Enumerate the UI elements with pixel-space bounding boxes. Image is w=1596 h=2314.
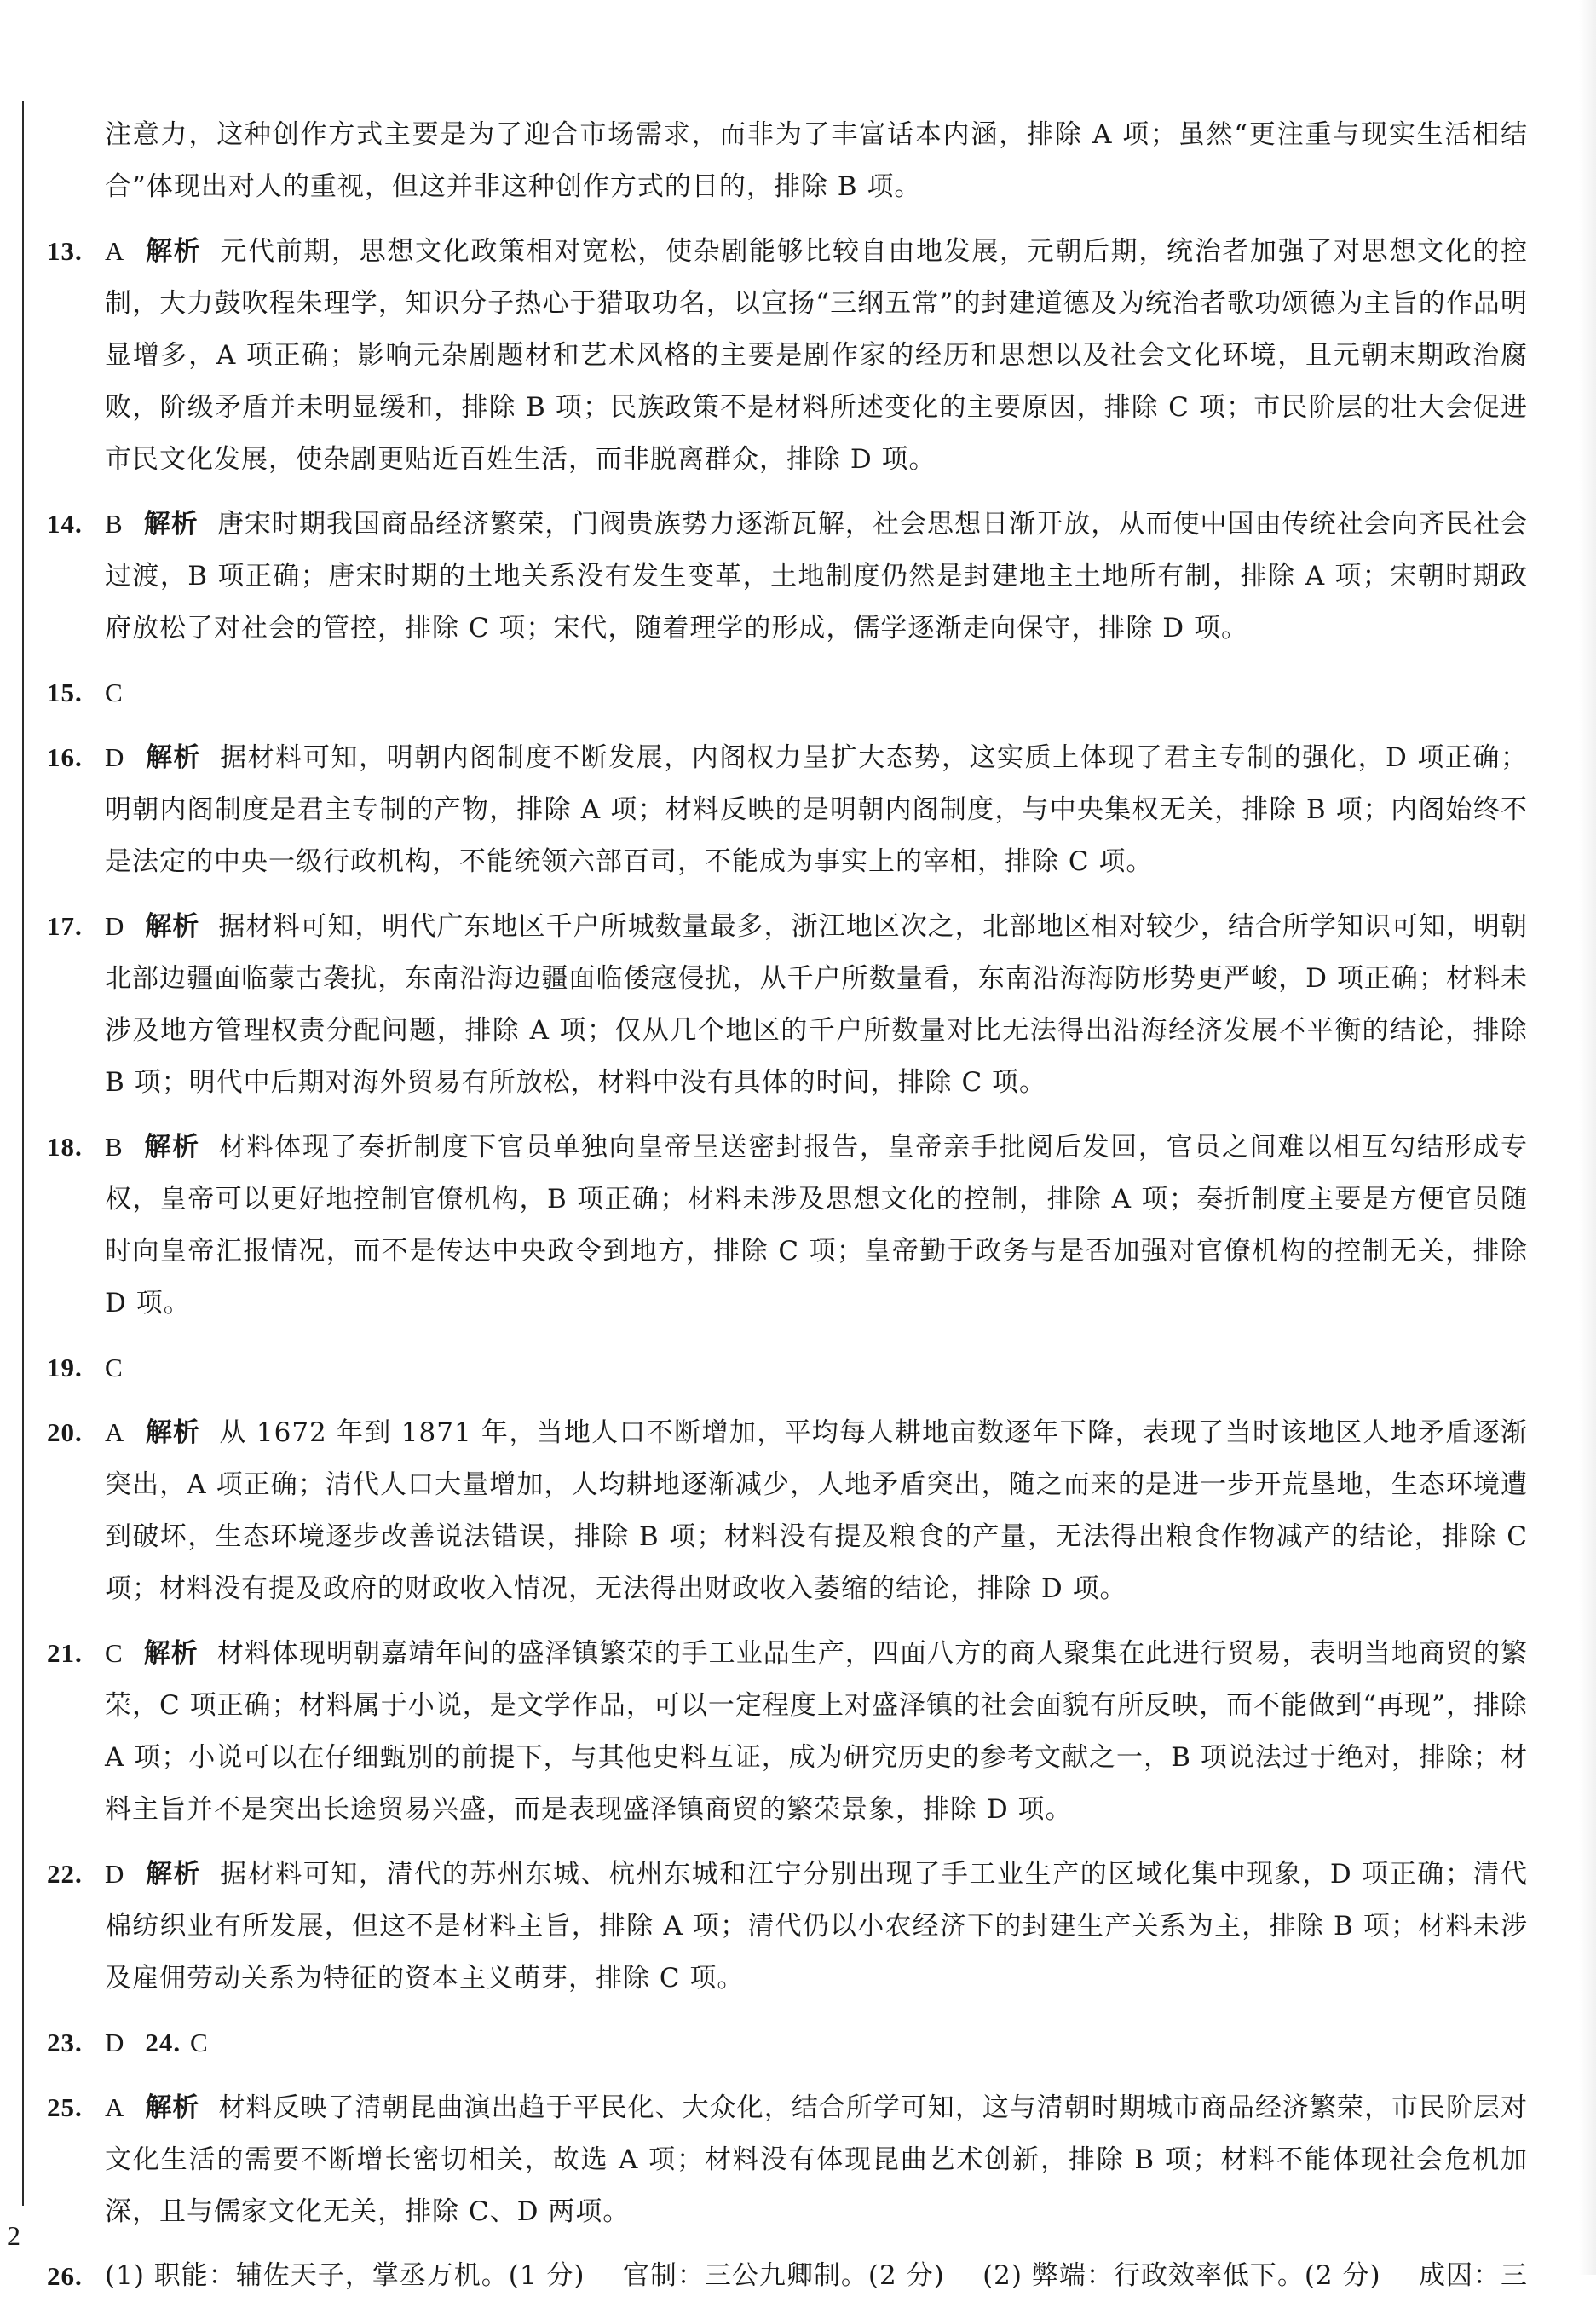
question-number: 18. xyxy=(47,1132,83,1162)
answer-26-part3: (2) 弊端：行政效率低下。(2 分) xyxy=(982,2260,1381,2291)
answer-26-part4: 成因：三 xyxy=(1419,2260,1528,2291)
analysis-text: 从 1672 年到 1871 年，当地人口不断增加，平均每人耕地亩数逐年下降，表现了当时该地区人地矛盾逐渐突出，A 项正确；清代人口大量增加，人均耕地逐渐减少，人地矛盾突出，随之而来的是进一步开荒垦地，生态环境遭到破坏，生态环境逐步改善说法错误，排除 B 项；材料没有提及粮食的产量，无法得出粮食作物减产的结论，排除 C 项；材料没有提及政府的财政收入情况，无法得出财政收入萎缩的结论，排除 D 项。 xyxy=(105,1417,1528,1604)
answer-item-14 xyxy=(47,498,1528,655)
answer-letter: D xyxy=(105,742,125,772)
analysis-label: 解析 xyxy=(145,742,202,773)
question-number: 13. xyxy=(47,236,83,266)
analysis-text: 据材料可知，清代的苏州东城、杭州东城和江宁分别出现了手工业生产的区域化集中现象，D 项正确；清代棉纺织业有所发展，但这不是材料主旨，排除 A 项；清代仍以小农经济下的封建生产关系为主，排除 B 项；材料未涉及雇佣劳动关系为特征的资本主义萌芽，排除 C 项。 xyxy=(105,1859,1528,1994)
answer-item-17 xyxy=(47,900,1528,1109)
continuation-text: 注意力，这种创作方式主要是为了迎合市场需求，而非为了丰富话本内涵，排除 A 项；虽然“更注重与现实生活相结合”体现出对人的重视，但这并非这种创作方式的目的，排除 B 项。 xyxy=(105,119,1528,202)
analysis-label: 解析 xyxy=(143,509,199,540)
answer-26-part1: (1) 职能：辅佐天子，掌丞万机。(1 分) xyxy=(105,2260,585,2291)
analysis-label: 解析 xyxy=(145,911,200,942)
answer-item-15 xyxy=(47,667,1528,719)
analysis-text: 材料体现明朝嘉靖年间的盛泽镇繁荣的手工业品生产，四面八方的商人聚集在此进行贸易，表明当地商贸的繁荣，C 项正确；材料属于小说，是文学作品，可以一定程度上对盛泽镇的社会面貌有所反映，而不能做到“再现”，排除 A 项；小说可以在仔细甄别的前提下，与其他史料互证，成为研究历史的参考文献之一，B 项说法过于绝对，排除；材料主旨并不是突出长途贸易兴盛，而是表现盛泽镇商贸的繁荣景象，排除 D 项。 xyxy=(105,1638,1528,1825)
answer-letter: D xyxy=(105,1859,125,1889)
analysis-text: 材料反映了清朝昆曲演出趋于平民化、大众化，结合所学可知，这与清朝时期城市商品经济繁荣，市民阶层对文化生活的需要不断增长密切相关，故选 A 项；材料没有体现昆曲艺术创新，排除 B 项；材料不能体现社会危机加深，且与儒家文化无关，排除 C、D 两项。 xyxy=(105,2092,1529,2227)
page-number: 2 xyxy=(7,2220,20,2251)
continuation-paragraph xyxy=(47,109,1528,213)
answer-letter: B xyxy=(105,1132,124,1162)
answer-letter: A xyxy=(105,1417,125,1447)
answer-item-22 xyxy=(47,1848,1528,2005)
question-number: 22. xyxy=(47,1859,83,1889)
question-number: 14. xyxy=(47,509,83,539)
question-number-24: 24. xyxy=(145,2028,181,2057)
question-number: 19. xyxy=(47,1353,83,1382)
analysis-label: 解析 xyxy=(145,236,202,267)
analysis-text: 据材料可知，明代广东地区千户所城数量最多，浙江地区次之，北部地区相对较少，结合所学知识可知，明朝北部边疆面临蒙古袭扰，东南沿海边疆面临倭寇侵扰，从千户所数量看，东南沿海海防形势更严峻，D 项正确；材料未涉及地方管理权责分配问题，排除 A 项；仅从几个地区的千户所数量对比无法得出沿海经济发展不平衡的结论，排除 B 项；明代中后期对海外贸易有所放松，材料中没有具体的时间，排除 C 项。 xyxy=(105,911,1529,1098)
answer-letter: A xyxy=(105,2092,125,2122)
answer-item-23-24 xyxy=(47,2017,1528,2069)
left-margin-rule xyxy=(22,101,24,2206)
question-number: 26. xyxy=(47,2261,83,2291)
question-number: 21. xyxy=(47,1638,83,1668)
answer-letter: D xyxy=(105,2028,125,2057)
question-number: 17. xyxy=(47,911,83,941)
answer-content xyxy=(47,109,1528,2314)
answer-26-part2: 官制：三公九卿制。(2 分) xyxy=(622,2260,945,2291)
answer-26-row xyxy=(105,2250,1528,2302)
answer-letter: C xyxy=(105,1353,124,1382)
answer-item-26 xyxy=(47,2250,1528,2302)
question-number: 20. xyxy=(47,1417,83,1447)
analysis-label: 解析 xyxy=(143,1132,200,1163)
answer-item-25 xyxy=(47,2081,1528,2238)
question-number: 15. xyxy=(47,678,83,707)
analysis-text: 材料体现了奏折制度下官员单独向皇帝呈送密封报告，皇帝亲手批阅后发回，官员之间难以相互勾结形成专权，皇帝可以更好地控制官僚机构，B 项正确；材料未涉及思想文化的控制，排除 A 项；奏折制度主要是方便官员随时向皇帝汇报情况，而不是传达中央政令到地方，排除 C 项；皇帝勤于政务与是否加强对官僚机构的控制无关，排除 D 项。 xyxy=(105,1132,1529,1319)
analysis-label: 解析 xyxy=(143,1638,199,1669)
analysis-text: 唐宋时期我国商品经济繁荣，门阀贵族势力逐渐瓦解，社会思想日渐开放，从而使中国由传统社会向齐民社会过渡，B 项正确；唐宋时期的土地关系没有发生变革，土地制度仍然是封建地主土地所有制，排除 A 项；宋朝时期政府放松了对社会的管控，排除 C 项；宋代，随着理学的形成，儒学逐渐走向保守，排除 D 项。 xyxy=(105,509,1528,643)
answer-letter-24: C xyxy=(190,2028,209,2057)
answer-item-16 xyxy=(47,731,1528,888)
question-number: 23. xyxy=(47,2028,83,2057)
analysis-text: 据材料可知，明朝内阁制度不断发展，内阁权力呈扩大态势，这实质上体现了君主专制的强化，D 项正确；明朝内阁制度是君主专制的产物，排除 A 项；材料反映的是明朝内阁制度，与中央集权无关，排除 B 项；内阁始终不是法定的中央一级行政机构，不能统领六部百司，不能成为事实上的宰相，排除 C 项。 xyxy=(105,742,1528,877)
answer-letter: B xyxy=(105,509,124,539)
answer-letter: C xyxy=(105,1638,124,1668)
answer-item-19 xyxy=(47,1342,1528,1394)
answer-item-20 xyxy=(47,1406,1528,1615)
answer-item-21 xyxy=(47,1627,1528,1836)
analysis-label: 解析 xyxy=(145,2092,200,2123)
analysis-label: 解析 xyxy=(145,1417,201,1448)
answer-letter: D xyxy=(105,911,125,941)
analysis-label: 解析 xyxy=(145,1859,202,1890)
analysis-text: 元代前期，思想文化政策相对宽松，使杂剧能够比较自由地发展，元朝后期，统治者加强了对思想文化的控制，大力鼓吹程朱理学，知识分子热心于猎取功名，以宣扬“三纲五常”的封建道德及为统治者歌功颂德为主旨的作品明显增多，A 项正确；影响元杂剧题材和艺术风格的主要是剧作家的经历和思想以及社会文化环境，且元朝末期政治腐败，阶级矛盾并未明显缓和，排除 B 项；民族政策不是材料所述变化的主要原因，排除 C 项；市民阶层的壮大会促进市民文化发展，使杂剧更贴近百姓生活，而非脱离群众，排除 D 项。 xyxy=(105,236,1528,475)
answer-letter: C xyxy=(105,678,124,707)
question-number: 16. xyxy=(47,742,83,772)
answer-item-18 xyxy=(47,1121,1528,1330)
answer-letter: A xyxy=(105,236,125,266)
answer-item-13 xyxy=(47,225,1528,486)
page-edge-shadow xyxy=(1579,0,1596,2275)
question-number: 25. xyxy=(47,2092,83,2122)
